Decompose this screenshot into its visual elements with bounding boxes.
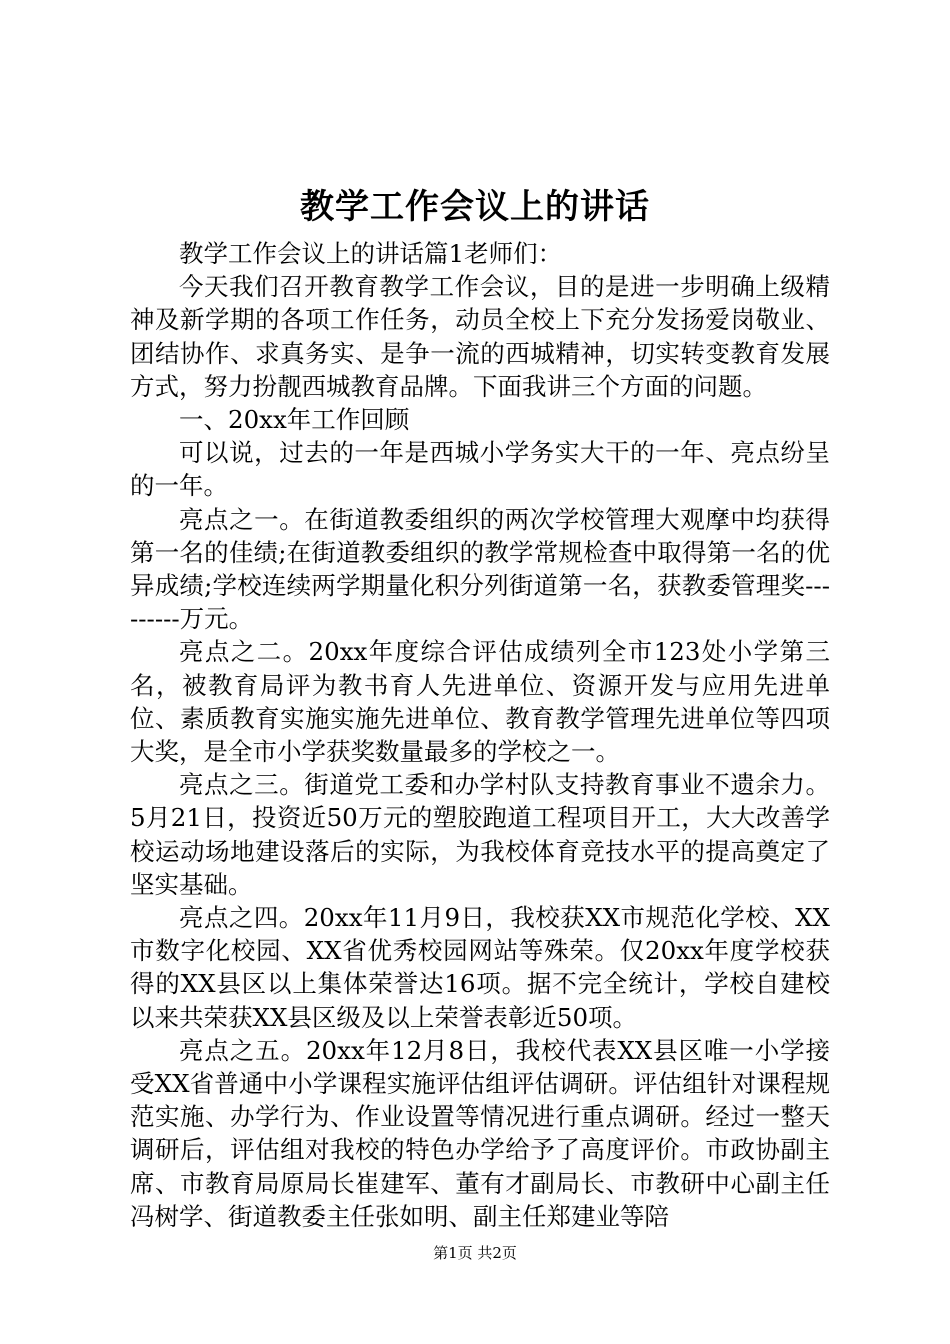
paragraph: 今天我们召开教育教学工作会议，目的是进一步明确上级精神及新学期的各项工作任务，动员全校上下充分发扬爱岗敬业、团结协作、求真务实、是争一流的西城精神，切实转变教育发展方式，努力扮靓西城教育品牌。下面我讲三个方面的问题。 — [130, 272, 830, 401]
document-body — [130, 237, 830, 1233]
document-title: 教学工作会议上的讲话 — [300, 187, 650, 227]
paragraph: 亮点之三。街道党工委和办学村队支持教育事业不遗余力。5月21日，投资近50万元的塑胶跑道工程项目开工，大大改善学校运动场地建设落后的实际，为我校体育竞技水平的提高奠定了坚实基础。 — [130, 770, 830, 899]
paragraph: 亮点之二。20xx年度综合评估成绩列全市123处小学第三名，被教育局评为教书育人先进单位、资源开发与应用先进单位、素质教育实施实施先进单位、教育教学管理先进单位等四项大奖，是全市小学获奖数量最多的学校之一。 — [130, 637, 830, 767]
paragraph: 亮点之四。20xx年11月9日，我校获XX市规范化学校、XX市数字化校园、XX省优秀校园网站等殊荣。仅20xx年度学校获得的XX县区以上集体荣誉达16项。据不完全统计，学校自建校以来共荣获XX县区级及以上荣誉表彰近50项。 — [130, 903, 830, 1032]
section-heading: 一、20xx年工作回顾 — [179, 405, 410, 435]
paragraph: 亮点之一。在街道教委组织的两次学校管理大观摩中均获得第一名的佳绩;在街道教委组织的教学常规检查中取得第一名的优异成绩;学校连续两学期量化积分列街道第一名，获教委管理奖---------万元。 — [130, 504, 830, 634]
page-footer: 第1页 共2页 — [433, 1244, 517, 1262]
paragraph: 可以说，过去的一年是西城小学务实大干的一年、亮点纷呈的一年。 — [130, 438, 830, 501]
paragraph: 亮点之五。20xx年12月8日，我校代表XX县区唯一小学接受XX省普通中小学课程实施评估组评估调研。评估组针对课程规范实施、办学行为、作业设置等情况进行重点调研。经过一整天调研后，评估组对我校的特色办学给予了高度评价。市政协副主席、市教育局原局长崔建军、董有才副局长、市教研中心副主任冯树学、街道教委主任张如明、副主任郑建业等陪 — [130, 1035, 830, 1231]
paragraph: 教学工作会议上的讲话篇1老师们： — [179, 239, 563, 268]
